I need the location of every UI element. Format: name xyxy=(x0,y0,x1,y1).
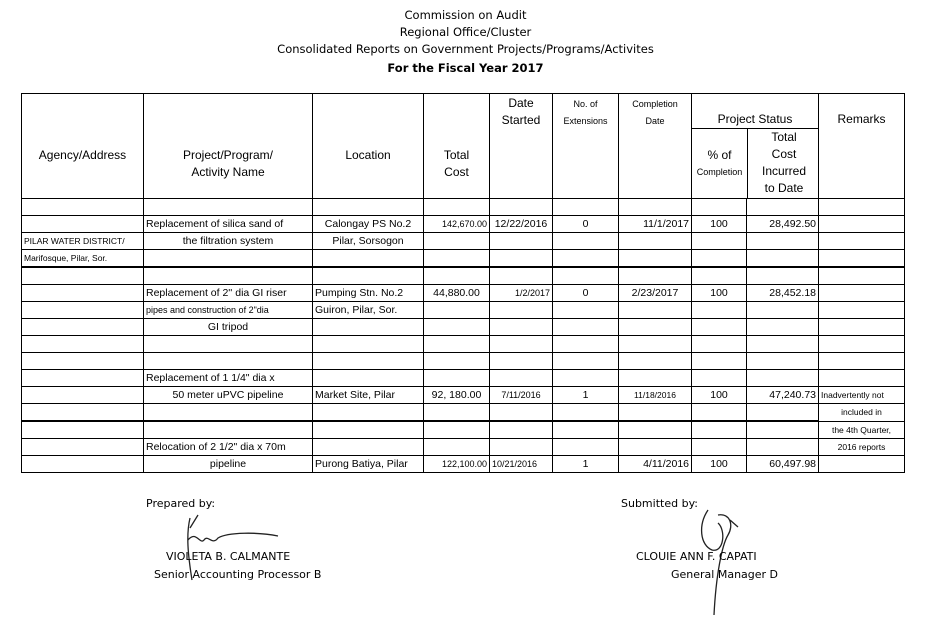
cell-agency: Marifosque, Pilar, Sor. xyxy=(22,250,144,268)
cell-location: Pilar, Sorsogon xyxy=(313,233,424,250)
col-incurred-header-3: Incurred xyxy=(761,164,807,178)
table-header-row xyxy=(22,94,905,199)
table-row xyxy=(22,336,905,353)
cell-incurred xyxy=(747,199,819,216)
cell-agency xyxy=(22,456,144,473)
cell-remarks xyxy=(819,319,905,336)
report-office-title: Regional Office/Cluster xyxy=(399,25,532,39)
cell-project xyxy=(144,336,313,353)
cell-date-started: 10/21/2016 xyxy=(490,456,553,473)
cell-pct xyxy=(692,404,747,422)
cell-completion-date xyxy=(619,353,692,370)
col-total-cost-header-1: Total xyxy=(443,148,470,162)
cell-incurred xyxy=(747,336,819,353)
col-incurred-header-2: Cost xyxy=(771,147,797,161)
cell-incurred xyxy=(747,233,819,250)
cell-completion-date xyxy=(619,302,692,319)
prepared-by-label: Prepared by: xyxy=(146,497,216,510)
cell-completion-date xyxy=(619,421,692,439)
col-total-cost-header-2: Cost xyxy=(444,165,469,179)
cell-date-started xyxy=(490,267,553,285)
table-row xyxy=(22,319,905,336)
cell-completion-date xyxy=(619,370,692,387)
cell-incurred xyxy=(747,439,819,456)
cell-extensions xyxy=(553,319,619,336)
cell-incurred xyxy=(747,353,819,370)
submitted-by-name: CLOUIE ANN F. CAPATI xyxy=(636,550,757,563)
cell-extensions xyxy=(553,199,619,216)
cell-agency xyxy=(22,216,144,233)
cell-project: pipes and construction of 2"dia xyxy=(144,302,313,319)
col-agency-header: Agency/Address xyxy=(38,148,127,162)
cell-location xyxy=(313,404,424,422)
report-agency-title: Commission on Audit xyxy=(404,8,527,22)
col-project-header-1: Project/Program/ xyxy=(182,148,274,162)
cell-date-started xyxy=(490,439,553,456)
cell-completion-date: 2/23/2017 xyxy=(619,285,692,302)
cell-agency xyxy=(22,387,144,404)
cell-agency xyxy=(22,370,144,387)
col-completion-date-header-1: Completion xyxy=(632,99,678,109)
cell-completion-date xyxy=(619,404,692,422)
cell-project xyxy=(144,250,313,268)
cell-total-cost xyxy=(424,404,490,422)
cell-completion-date xyxy=(619,439,692,456)
cell-pct: 100 xyxy=(692,216,747,233)
table-row xyxy=(22,199,905,216)
col-project-status-header: Project Status xyxy=(717,112,793,126)
col-extensions-header-2: Extensions xyxy=(563,116,608,126)
cell-completion-date xyxy=(619,336,692,353)
cell-extensions xyxy=(553,250,619,268)
table-row xyxy=(22,302,905,319)
cell-location: Guiron, Pilar, Sor. xyxy=(313,302,424,319)
cell-incurred xyxy=(747,404,819,422)
cell-total-cost: 44,880.00 xyxy=(424,285,490,302)
cell-date-started xyxy=(490,302,553,319)
cell-pct xyxy=(692,250,747,268)
cell-extensions xyxy=(553,336,619,353)
cell-remarks xyxy=(819,302,905,319)
cell-incurred xyxy=(747,250,819,268)
cell-remarks xyxy=(819,370,905,387)
cell-agency xyxy=(22,267,144,285)
cell-extensions xyxy=(553,233,619,250)
cell-project xyxy=(144,353,313,370)
cell-extensions xyxy=(553,302,619,319)
cell-location: Calongay PS No.2 xyxy=(313,216,424,233)
col-incurred-header-1: Total xyxy=(771,130,797,144)
cell-date-started: 7/11/2016 xyxy=(490,387,553,404)
cell-completion-date xyxy=(619,199,692,216)
cell-project: GI tripod xyxy=(144,319,313,336)
cell-date-started xyxy=(490,370,553,387)
cell-total-cost xyxy=(424,302,490,319)
cell-total-cost xyxy=(424,439,490,456)
cell-incurred: 28,452.18 xyxy=(747,285,819,302)
cell-total-cost xyxy=(424,319,490,336)
cell-total-cost xyxy=(424,250,490,268)
cell-total-cost xyxy=(424,370,490,387)
cell-extensions xyxy=(553,267,619,285)
col-pct-header-2: Completion xyxy=(696,167,743,177)
cell-incurred xyxy=(747,421,819,439)
col-location-header: Location xyxy=(345,148,391,162)
cell-location: Pumping Stn. No.2 xyxy=(313,285,424,302)
table-row xyxy=(22,421,905,439)
cell-agency xyxy=(22,439,144,456)
cell-agency xyxy=(22,302,144,319)
cell-incurred xyxy=(747,370,819,387)
cell-agency xyxy=(22,319,144,336)
cell-project: 50 meter uPVC pipeline xyxy=(144,387,313,404)
cell-incurred xyxy=(747,319,819,336)
cell-remarks xyxy=(819,267,905,285)
cell-total-cost xyxy=(424,233,490,250)
cell-pct xyxy=(692,336,747,353)
cell-date-started xyxy=(490,250,553,268)
cell-total-cost: 122,100.00 xyxy=(424,456,490,473)
cell-date-started xyxy=(490,336,553,353)
cell-remarks xyxy=(819,233,905,250)
cell-remarks: the 4th Quarter, xyxy=(819,421,905,439)
cell-project: pipeline xyxy=(144,456,313,473)
cell-date-started xyxy=(490,319,553,336)
cell-pct xyxy=(692,353,747,370)
cell-location xyxy=(313,370,424,387)
cell-agency xyxy=(22,404,144,422)
prepared-by-name: VIOLETA B. CALMANTE xyxy=(166,550,291,563)
cell-pct xyxy=(692,421,747,439)
prepared-by-title: Senior Accounting Processor B xyxy=(154,568,322,581)
cell-completion-date xyxy=(619,250,692,268)
cell-date-started xyxy=(490,353,553,370)
cell-location: Purong Batiya, Pilar xyxy=(313,456,424,473)
cell-extensions: 1 xyxy=(553,387,619,404)
cell-completion-date: 11/18/2016 xyxy=(619,387,692,404)
col-remarks-header: Remarks xyxy=(837,112,886,126)
col-date-started-header-1: Date xyxy=(508,96,534,110)
table-row xyxy=(22,353,905,370)
cell-remarks xyxy=(819,199,905,216)
cell-pct xyxy=(692,199,747,216)
cell-completion-date: 4/11/2016 xyxy=(619,456,692,473)
cell-remarks: included in xyxy=(819,404,905,422)
cell-total-cost: 142,670.00 xyxy=(424,216,490,233)
cell-total-cost xyxy=(424,336,490,353)
report-title: Consolidated Reports on Government Projects/Programs/Activites xyxy=(277,42,654,56)
cell-incurred: 60,497.98 xyxy=(747,456,819,473)
cell-extensions xyxy=(553,404,619,422)
cell-pct: 100 xyxy=(692,387,747,404)
cell-location xyxy=(313,250,424,268)
cell-agency xyxy=(22,353,144,370)
cell-pct xyxy=(692,302,747,319)
cell-extensions: 1 xyxy=(553,456,619,473)
cell-agency xyxy=(22,336,144,353)
cell-location: Market Site, Pilar xyxy=(313,387,424,404)
cell-project: the filtration system xyxy=(144,233,313,250)
cell-remarks xyxy=(819,250,905,268)
cell-completion-date xyxy=(619,319,692,336)
table-row xyxy=(22,216,905,233)
table-row xyxy=(22,370,905,387)
table-row xyxy=(22,285,905,302)
cell-extensions: 0 xyxy=(553,285,619,302)
table-row xyxy=(22,267,905,285)
table-row xyxy=(22,439,905,456)
cell-completion-date xyxy=(619,233,692,250)
cell-completion-date xyxy=(619,267,692,285)
col-date-started-header-2: Started xyxy=(501,113,541,127)
submitted-by-title: General Manager D xyxy=(671,568,779,581)
cell-pct xyxy=(692,267,747,285)
table-row xyxy=(22,387,905,404)
cell-project: Replacement of 2'' dia GI riser xyxy=(144,285,313,302)
cell-completion-date: 11/1/2017 xyxy=(619,216,692,233)
cell-total-cost: 92, 180.00 xyxy=(424,387,490,404)
cell-pct xyxy=(692,439,747,456)
cell-project xyxy=(144,404,313,422)
cell-total-cost xyxy=(424,199,490,216)
cell-project: Relocation of 2 1/2" dia x 70m xyxy=(144,439,313,456)
cell-project: Replacement of silica sand of xyxy=(144,216,313,233)
cell-extensions xyxy=(553,353,619,370)
cell-pct xyxy=(692,233,747,250)
report-fiscal-year: For the Fiscal Year 2017 xyxy=(387,61,544,75)
cell-pct xyxy=(692,370,747,387)
cell-incurred: 28,492.50 xyxy=(747,216,819,233)
cell-remarks xyxy=(819,285,905,302)
cell-date-started: 1/2/2017 xyxy=(490,285,553,302)
col-incurred-header-4: to Date xyxy=(764,181,804,195)
cell-incurred: 47,240.73 xyxy=(747,387,819,404)
cell-location xyxy=(313,267,424,285)
col-completion-date-header-2: Date xyxy=(645,116,665,126)
cell-agency: PILAR WATER DISTRICT/ xyxy=(22,233,144,250)
cell-location xyxy=(313,439,424,456)
cell-location xyxy=(313,319,424,336)
cell-project xyxy=(144,421,313,439)
cell-pct xyxy=(692,319,747,336)
cell-agency xyxy=(22,285,144,302)
cell-total-cost xyxy=(424,421,490,439)
cell-date-started xyxy=(490,404,553,422)
cell-date-started xyxy=(490,421,553,439)
cell-agency xyxy=(22,421,144,439)
cell-agency xyxy=(22,199,144,216)
cell-extensions: 0 xyxy=(553,216,619,233)
table-row xyxy=(22,250,905,268)
submitted-by-label: Submitted by: xyxy=(621,497,698,510)
cell-remarks xyxy=(819,336,905,353)
cell-incurred xyxy=(747,302,819,319)
cell-remarks: Inadvertently not xyxy=(819,387,905,404)
col-project-header-2: Activity Name xyxy=(191,165,265,179)
projects-table xyxy=(21,93,905,473)
cell-location xyxy=(313,199,424,216)
cell-incurred xyxy=(747,267,819,285)
cell-project xyxy=(144,267,313,285)
table-row xyxy=(22,456,905,473)
cell-date-started xyxy=(490,199,553,216)
cell-pct: 100 xyxy=(692,285,747,302)
cell-remarks xyxy=(819,216,905,233)
cell-project: Replacement of 1 1/4" dia x xyxy=(144,370,313,387)
cell-remarks xyxy=(819,456,905,473)
cell-location xyxy=(313,336,424,353)
cell-date-started: 12/22/2016 xyxy=(490,216,553,233)
cell-location xyxy=(313,421,424,439)
cell-extensions xyxy=(553,439,619,456)
cell-extensions xyxy=(553,370,619,387)
cell-date-started xyxy=(490,233,553,250)
cell-remarks: 2016 reports xyxy=(819,439,905,456)
table-row xyxy=(22,404,905,422)
cell-location xyxy=(313,353,424,370)
cell-total-cost xyxy=(424,353,490,370)
table-row xyxy=(22,233,905,250)
col-extensions-header-1: No. of xyxy=(573,99,598,109)
cell-project xyxy=(144,199,313,216)
col-pct-header-1: % of xyxy=(707,148,732,162)
cell-pct: 100 xyxy=(692,456,747,473)
cell-remarks xyxy=(819,353,905,370)
cell-extensions xyxy=(553,421,619,439)
cell-total-cost xyxy=(424,267,490,285)
